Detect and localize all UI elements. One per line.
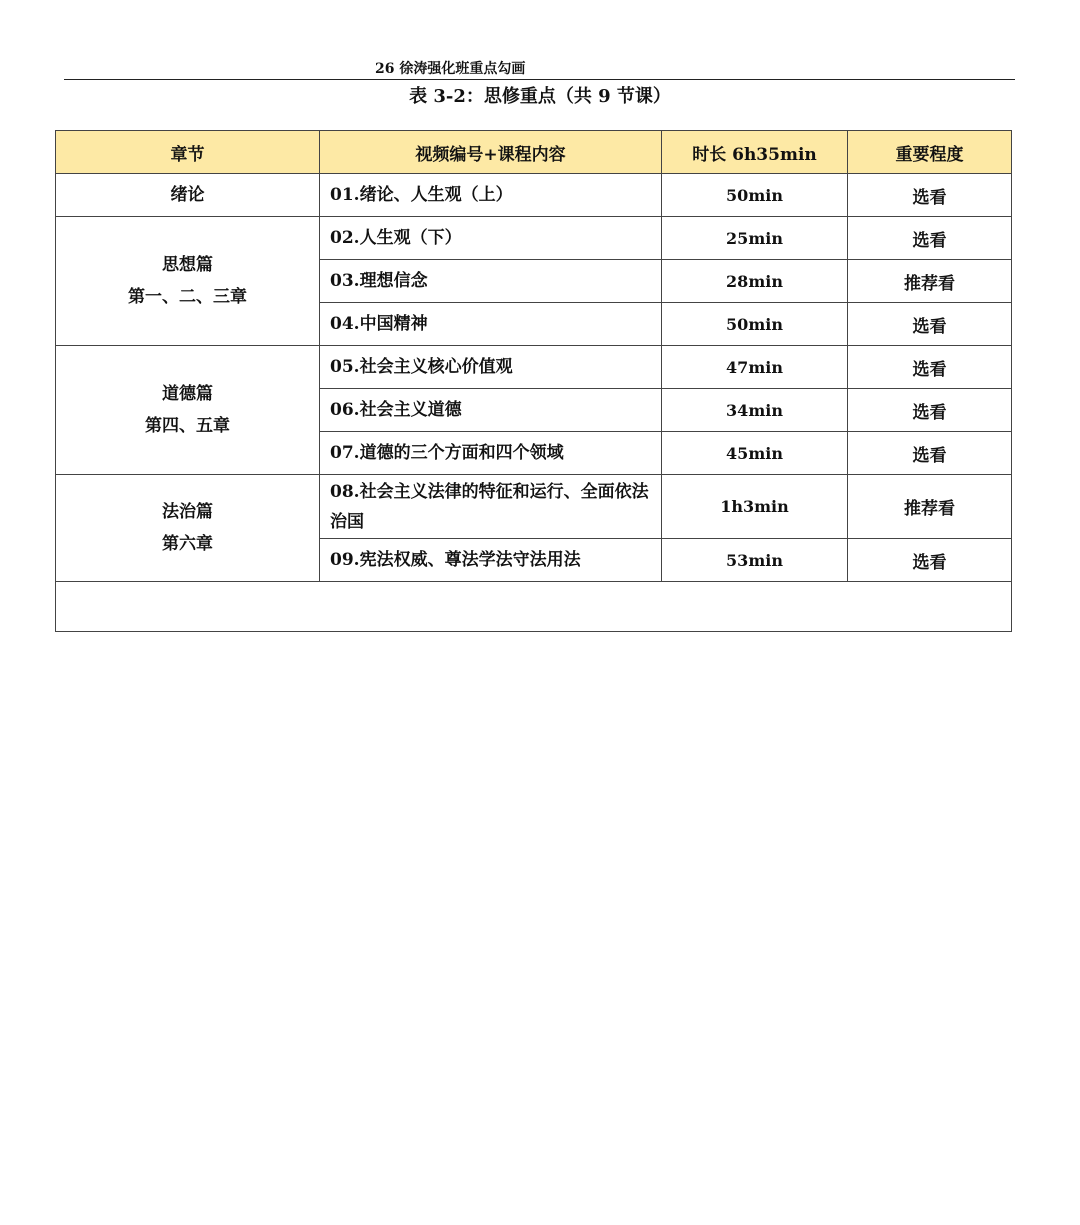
table-row <box>56 346 1012 389</box>
lesson-content: 06.社会主义道德 <box>320 389 662 432</box>
importance-level: 选看 <box>848 539 1012 582</box>
lesson-duration: 50min <box>662 303 848 346</box>
table-row <box>56 475 1012 539</box>
chapter-title: 道德篇 <box>162 384 213 404</box>
header-duration: 时长 6h35min <box>662 131 848 174</box>
chapter-cell-law <box>56 475 320 582</box>
lesson-duration: 25min <box>662 217 848 260</box>
importance-level: 选看 <box>848 303 1012 346</box>
lesson-content: 03.理想信念 <box>320 260 662 303</box>
table-caption: 表 3-2：思修重点（共 9 节课） <box>409 86 671 107</box>
lesson-content: 08.社会主义法律的特征和运行、全面依法治国 <box>320 475 662 539</box>
table-header-row <box>56 131 1012 174</box>
header-divider <box>64 79 1015 80</box>
lesson-content: 09.宪法权威、尊法学法守法用法 <box>320 539 662 582</box>
syllabus-table <box>55 130 1012 632</box>
lesson-duration: 45min <box>662 432 848 475</box>
header-importance: 重要程度 <box>848 131 1012 174</box>
lesson-duration: 28min <box>662 260 848 303</box>
header-chapter: 章节 <box>56 131 320 174</box>
table-row <box>56 217 1012 260</box>
chapter-cell-morality <box>56 346 320 475</box>
lesson-content: 02.人生观（下） <box>320 217 662 260</box>
chapter-range: 第一、二、三章 <box>128 287 247 307</box>
lesson-content: 05.社会主义核心价值观 <box>320 346 662 389</box>
chapter-title: 绪论 <box>170 185 205 205</box>
importance-level: 推荐看 <box>848 260 1012 303</box>
lesson-content: 04.中国精神 <box>320 303 662 346</box>
importance-level: 选看 <box>848 174 1012 217</box>
lesson-content: 07.道德的三个方面和四个领域 <box>320 432 662 475</box>
chapter-title: 思想篇 <box>162 255 213 275</box>
chapter-range: 第六章 <box>162 534 213 554</box>
lesson-duration: 34min <box>662 389 848 432</box>
importance-level: 选看 <box>848 389 1012 432</box>
table-row <box>56 174 1012 217</box>
chapter-range: 第四、五章 <box>145 416 230 436</box>
importance-level: 选看 <box>848 217 1012 260</box>
lesson-content: 01.绪论、人生观（上） <box>320 174 662 217</box>
lesson-duration: 1h3min <box>662 475 848 539</box>
page-header: 26 徐涛强化班重点勾画 <box>375 61 526 77</box>
importance-level: 选看 <box>848 346 1012 389</box>
empty-cell <box>56 582 1012 632</box>
header-content: 视频编号+课程内容 <box>320 131 662 174</box>
lesson-duration: 47min <box>662 346 848 389</box>
chapter-title: 法治篇 <box>162 502 213 522</box>
lesson-duration: 53min <box>662 539 848 582</box>
chapter-cell-thought <box>56 217 320 346</box>
importance-level: 选看 <box>848 432 1012 475</box>
lesson-duration: 50min <box>662 174 848 217</box>
importance-level: 推荐看 <box>848 475 1012 539</box>
chapter-cell-intro <box>56 174 320 217</box>
table-empty-row <box>56 582 1012 632</box>
